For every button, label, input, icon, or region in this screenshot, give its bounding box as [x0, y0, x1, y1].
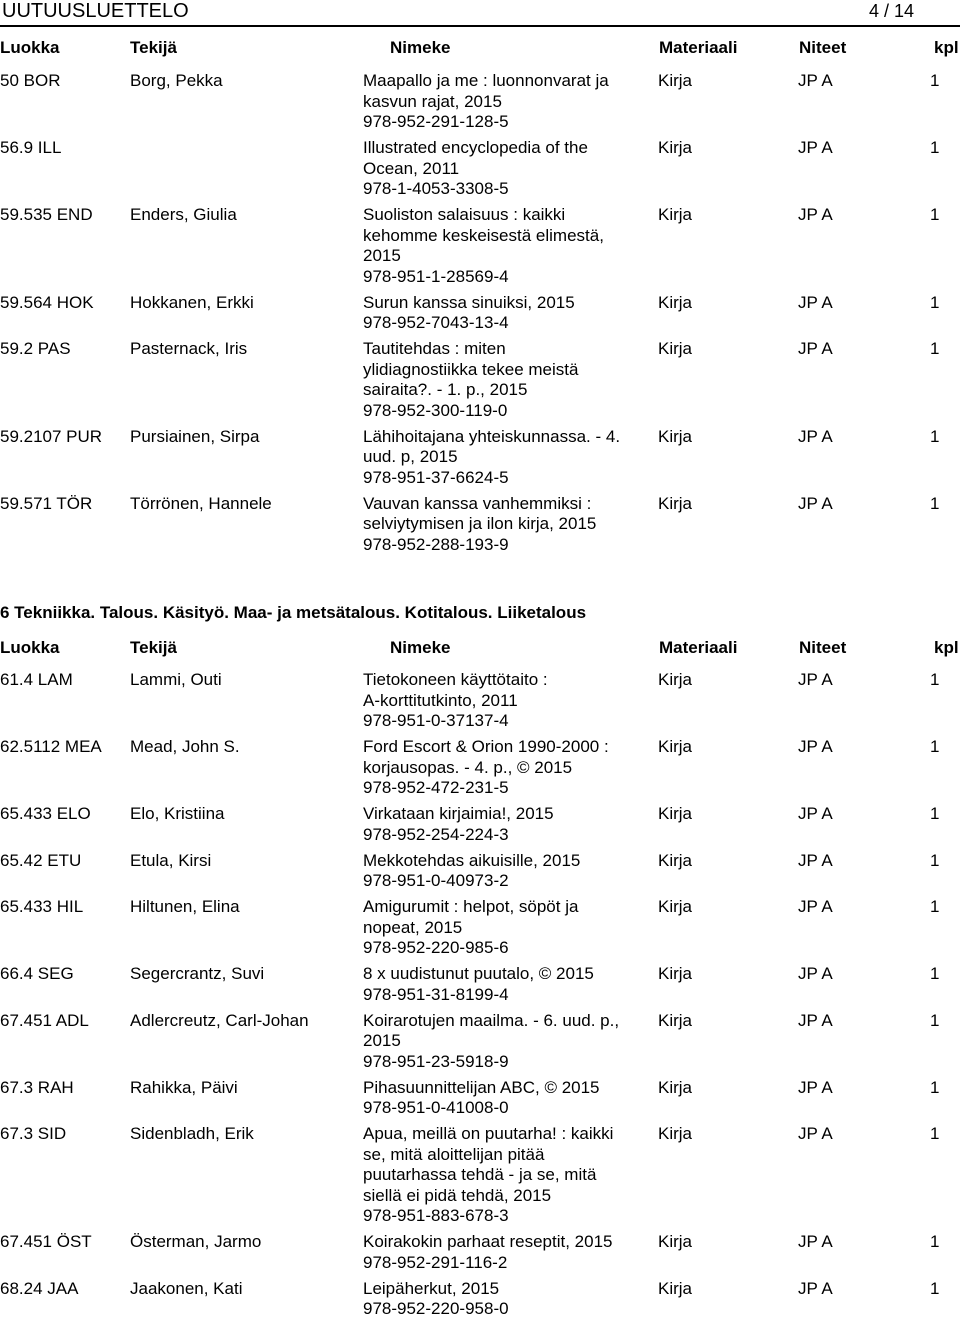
cell-nimeke	[363, 670, 648, 732]
section-heading: 6 Tekniikka. Talous. Käsityö. Maa- ja metsätalous. Kotitalous. Liiketalous	[0, 601, 960, 625]
cell-tekija: Hokkanen, Erkki	[130, 293, 254, 314]
cell-tekija: Enders, Giulia	[130, 205, 237, 226]
title-line: Koirakokin parhaat reseptit, 2015	[363, 1232, 648, 1253]
cell-luokka: 61.4 LAM	[0, 670, 73, 691]
cell-materiaali: Kirja	[658, 1011, 692, 1032]
isbn-line: 978-951-1-28569-4	[363, 267, 648, 288]
cell-niteet: JP A	[798, 1011, 833, 1032]
title-line: nopeat, 2015	[363, 918, 648, 939]
cell-niteet: JP A	[798, 897, 833, 918]
isbn-line: 978-951-0-41008-0	[363, 1098, 648, 1119]
title-line: Suoliston salaisuus : kaikki	[363, 205, 648, 226]
cell-materiaali: Kirja	[658, 670, 692, 691]
cell-materiaali: Kirja	[658, 427, 692, 448]
table-row	[0, 670, 960, 737]
cell-kpl: 1	[930, 205, 939, 226]
isbn-line: 978-1-4053-3308-5	[363, 179, 648, 200]
cell-materiaali: Kirja	[658, 138, 692, 159]
cell-nimeke	[363, 964, 648, 1005]
section-1	[0, 38, 960, 561]
cell-tekija: Hiltunen, Elina	[130, 897, 240, 918]
isbn-line: 978-952-300-119-0	[363, 401, 648, 422]
cell-kpl: 1	[930, 1279, 939, 1300]
title-line: puutarhassa tehdä - ja se, mitä	[363, 1165, 648, 1186]
cell-luokka: 59.2 PAS	[0, 339, 71, 360]
column-header-tekija: Tekijä	[130, 38, 177, 58]
cell-tekija: Elo, Kristiina	[130, 804, 224, 825]
title-line: Apua, meillä on puutarha! : kaikki	[363, 1124, 648, 1145]
title-line: Tautitehdas : miten	[363, 339, 648, 360]
title-line: Ocean, 2011	[363, 159, 648, 180]
cell-niteet: JP A	[798, 737, 833, 758]
cell-luokka: 67.451 ADL	[0, 1011, 89, 1032]
cell-materiaali: Kirja	[658, 339, 692, 360]
isbn-line: 978-952-291-128-5	[363, 112, 648, 133]
table-row	[0, 804, 960, 851]
title-line: Illustrated encyclopedia of the	[363, 138, 648, 159]
title-line: Mekkotehdas aikuisille, 2015	[363, 851, 648, 872]
title-line: uud. p, 2015	[363, 447, 648, 468]
page-number: 4 / 14	[869, 1, 914, 21]
column-header-nimeke: Nimeke	[390, 38, 450, 58]
isbn-line: 978-951-0-37137-4	[363, 711, 648, 732]
isbn-line: 978-951-23-5918-9	[363, 1052, 648, 1073]
title-line: 8 x uudistunut puutalo, © 2015	[363, 964, 648, 985]
record-list	[0, 670, 960, 1325]
section-2	[0, 601, 960, 1325]
cell-materiaali: Kirja	[658, 71, 692, 92]
cell-kpl: 1	[930, 427, 939, 448]
title-line: A-korttitutkinto, 2011	[363, 691, 648, 712]
cell-niteet: JP A	[798, 670, 833, 691]
isbn-line: 978-952-7043-13-4	[363, 313, 648, 334]
cell-nimeke	[363, 427, 648, 489]
cell-kpl: 1	[930, 670, 939, 691]
title-line: Amigurumit : helpot, söpöt ja	[363, 897, 648, 918]
cell-nimeke	[363, 897, 648, 959]
cell-niteet: JP A	[798, 339, 833, 360]
isbn-line: 978-951-883-678-3	[363, 1206, 648, 1227]
cell-luokka: 62.5112 MEA	[0, 737, 102, 758]
cell-luokka: 59.535 END	[0, 205, 93, 226]
cell-kpl: 1	[930, 494, 939, 515]
cell-niteet: JP A	[798, 804, 833, 825]
cell-tekija: Etula, Kirsi	[130, 851, 211, 872]
cell-kpl: 1	[930, 1011, 939, 1032]
cell-nimeke	[363, 1011, 648, 1073]
cell-luokka: 66.4 SEG	[0, 964, 74, 985]
table-row	[0, 964, 960, 1011]
title-line: Vauvan kanssa vanhemmiksi :	[363, 494, 648, 515]
cell-kpl: 1	[930, 964, 939, 985]
cell-niteet: JP A	[798, 1124, 833, 1145]
table-row	[0, 339, 960, 427]
cell-nimeke	[363, 804, 648, 845]
cell-niteet: JP A	[798, 71, 833, 92]
cell-materiaali: Kirja	[658, 1124, 692, 1145]
isbn-line: 978-951-31-8199-4	[363, 985, 648, 1006]
column-header-luokka: Luokka	[0, 38, 60, 58]
table-row	[0, 897, 960, 964]
cell-materiaali: Kirja	[658, 804, 692, 825]
cell-niteet: JP A	[798, 205, 833, 226]
column-header-nimeke: Nimeke	[390, 638, 450, 658]
cell-materiaali: Kirja	[658, 964, 692, 985]
cell-materiaali: Kirja	[658, 205, 692, 226]
title-line: korjausopas. - 4. p., © 2015	[363, 758, 648, 779]
column-header-kpl: kpl	[934, 38, 959, 58]
title-line: Koirarotujen maailma. - 6. uud. p.,	[363, 1011, 648, 1032]
title-line: Ford Escort & Orion 1990-2000 :	[363, 737, 648, 758]
cell-materiaali: Kirja	[658, 1279, 692, 1300]
table-row	[0, 1279, 960, 1325]
cell-kpl: 1	[930, 851, 939, 872]
cell-materiaali: Kirja	[658, 1078, 692, 1099]
title-line: kehomme keskeisestä elimestä,	[363, 226, 648, 247]
cell-tekija: Lammi, Outi	[130, 670, 222, 691]
cell-luokka: 65.433 ELO	[0, 804, 91, 825]
column-header-niteet: Niteet	[799, 638, 846, 658]
cell-niteet: JP A	[798, 851, 833, 872]
cell-nimeke	[363, 339, 648, 421]
title-line: Leipäherkut, 2015	[363, 1279, 648, 1300]
cell-materiaali: Kirja	[658, 851, 692, 872]
cell-niteet: JP A	[798, 427, 833, 448]
table-row	[0, 851, 960, 898]
table-row	[0, 1124, 960, 1232]
cell-materiaali: Kirja	[658, 737, 692, 758]
table-row	[0, 205, 960, 293]
title-line: 2015	[363, 1031, 648, 1052]
column-header-row	[0, 38, 960, 62]
cell-materiaali: Kirja	[658, 1232, 692, 1253]
cell-nimeke	[363, 1124, 648, 1227]
cell-luokka: 67.451 ÖST	[0, 1232, 92, 1253]
cell-luokka: 65.433 HIL	[0, 897, 83, 918]
title-line: 2015	[363, 246, 648, 267]
column-header-tekija: Tekijä	[130, 638, 177, 658]
isbn-line: 978-952-220-958-0	[363, 1299, 648, 1320]
table-row	[0, 427, 960, 494]
cell-kpl: 1	[930, 737, 939, 758]
cell-materiaali: Kirja	[658, 897, 692, 918]
cell-luokka: 68.24 JAA	[0, 1279, 78, 1300]
column-header-materiaali: Materiaali	[659, 638, 737, 658]
cell-luokka: 67.3 RAH	[0, 1078, 74, 1099]
title-line: Surun kanssa sinuiksi, 2015	[363, 293, 648, 314]
cell-niteet: JP A	[798, 138, 833, 159]
table-row	[0, 138, 960, 205]
title-line: se, mitä aloittelijan pitää	[363, 1145, 648, 1166]
cell-niteet: JP A	[798, 964, 833, 985]
cell-luokka: 50 BOR	[0, 71, 60, 92]
title-line: Virkataan kirjaimia!, 2015	[363, 804, 648, 825]
isbn-line: 978-952-472-231-5	[363, 778, 648, 799]
title-line: Tietokoneen käyttötaito :	[363, 670, 648, 691]
isbn-line: 978-952-254-224-3	[363, 825, 648, 846]
isbn-line: 978-951-37-6624-5	[363, 468, 648, 489]
table-row	[0, 737, 960, 804]
cell-tekija: Sidenbladh, Erik	[130, 1124, 254, 1145]
table-row	[0, 293, 960, 340]
cell-luokka: 59.571 TÖR	[0, 494, 92, 515]
title-line: Pihasuunnittelijan ABC, © 2015	[363, 1078, 648, 1099]
cell-luokka: 56.9 ILL	[0, 138, 61, 159]
column-header-row	[0, 638, 960, 662]
cell-tekija: Borg, Pekka	[130, 71, 223, 92]
cell-nimeke	[363, 851, 648, 892]
table-row	[0, 494, 960, 561]
cell-kpl: 1	[930, 1124, 939, 1145]
cell-kpl: 1	[930, 293, 939, 314]
column-header-niteet: Niteet	[799, 38, 846, 58]
cell-luokka: 67.3 SID	[0, 1124, 66, 1145]
title-line: Lähihoitajana yhteiskunnassa. - 4.	[363, 427, 648, 448]
cell-niteet: JP A	[798, 494, 833, 515]
cell-luokka: 59.564 HOK	[0, 293, 94, 314]
isbn-line: 978-952-291-116-2	[363, 1253, 648, 1274]
table-row	[0, 71, 960, 138]
cell-kpl: 1	[930, 1232, 939, 1253]
isbn-line: 978-952-288-193-9	[363, 535, 648, 556]
isbn-line: 978-951-0-40973-2	[363, 871, 648, 892]
cell-kpl: 1	[930, 1078, 939, 1099]
cell-tekija: Österman, Jarmo	[130, 1232, 261, 1253]
cell-nimeke	[363, 138, 648, 200]
table-row	[0, 1078, 960, 1125]
table-row	[0, 1011, 960, 1078]
title-line: kasvun rajat, 2015	[363, 92, 648, 113]
cell-nimeke	[363, 494, 648, 556]
cell-kpl: 1	[930, 339, 939, 360]
page-header	[0, 0, 960, 22]
cell-kpl: 1	[930, 804, 939, 825]
cell-nimeke	[363, 205, 648, 287]
title-line: selviytymisen ja ilon kirja, 2015	[363, 514, 648, 535]
cell-tekija: Törrönen, Hannele	[130, 494, 272, 515]
cell-nimeke	[363, 71, 648, 133]
cell-luokka: 65.42 ETU	[0, 851, 81, 872]
title-line: sairaita?. - 1. p., 2015	[363, 380, 648, 401]
cell-kpl: 1	[930, 138, 939, 159]
cell-tekija: Pasternack, Iris	[130, 339, 247, 360]
cell-tekija: Pursiainen, Sirpa	[130, 427, 259, 448]
cell-tekija: Mead, John S.	[130, 737, 240, 758]
cell-nimeke	[363, 1279, 648, 1320]
title-line: Maapallo ja me : luonnonvarat ja	[363, 71, 648, 92]
cell-materiaali: Kirja	[658, 494, 692, 515]
cell-materiaali: Kirja	[658, 293, 692, 314]
cell-tekija: Segercrantz, Suvi	[130, 964, 264, 985]
cell-tekija: Adlercreutz, Carl-Johan	[130, 1011, 309, 1032]
cell-kpl: 1	[930, 897, 939, 918]
cell-nimeke	[363, 1232, 648, 1273]
page-title: UUTUUSLUETTELO	[2, 0, 189, 22]
column-header-luokka: Luokka	[0, 638, 60, 658]
title-line: ylidiagnostiikka tekee meistä	[363, 360, 648, 381]
header-divider	[0, 25, 960, 27]
cell-luokka: 59.2107 PUR	[0, 427, 102, 448]
cell-nimeke	[363, 293, 648, 334]
cell-nimeke	[363, 737, 648, 799]
table-row	[0, 1232, 960, 1279]
title-line: siellä ei pidä tehdä, 2015	[363, 1186, 648, 1207]
cell-tekija: Rahikka, Päivi	[130, 1078, 238, 1099]
record-list	[0, 71, 960, 561]
cell-kpl: 1	[930, 71, 939, 92]
column-header-kpl: kpl	[934, 638, 959, 658]
cell-niteet: JP A	[798, 293, 833, 314]
cell-nimeke	[363, 1078, 648, 1119]
cell-tekija: Jaakonen, Kati	[130, 1279, 242, 1300]
cell-niteet: JP A	[798, 1232, 833, 1253]
isbn-line: 978-952-220-985-6	[363, 938, 648, 959]
cell-niteet: JP A	[798, 1279, 833, 1300]
column-header-materiaali: Materiaali	[659, 38, 737, 58]
cell-niteet: JP A	[798, 1078, 833, 1099]
